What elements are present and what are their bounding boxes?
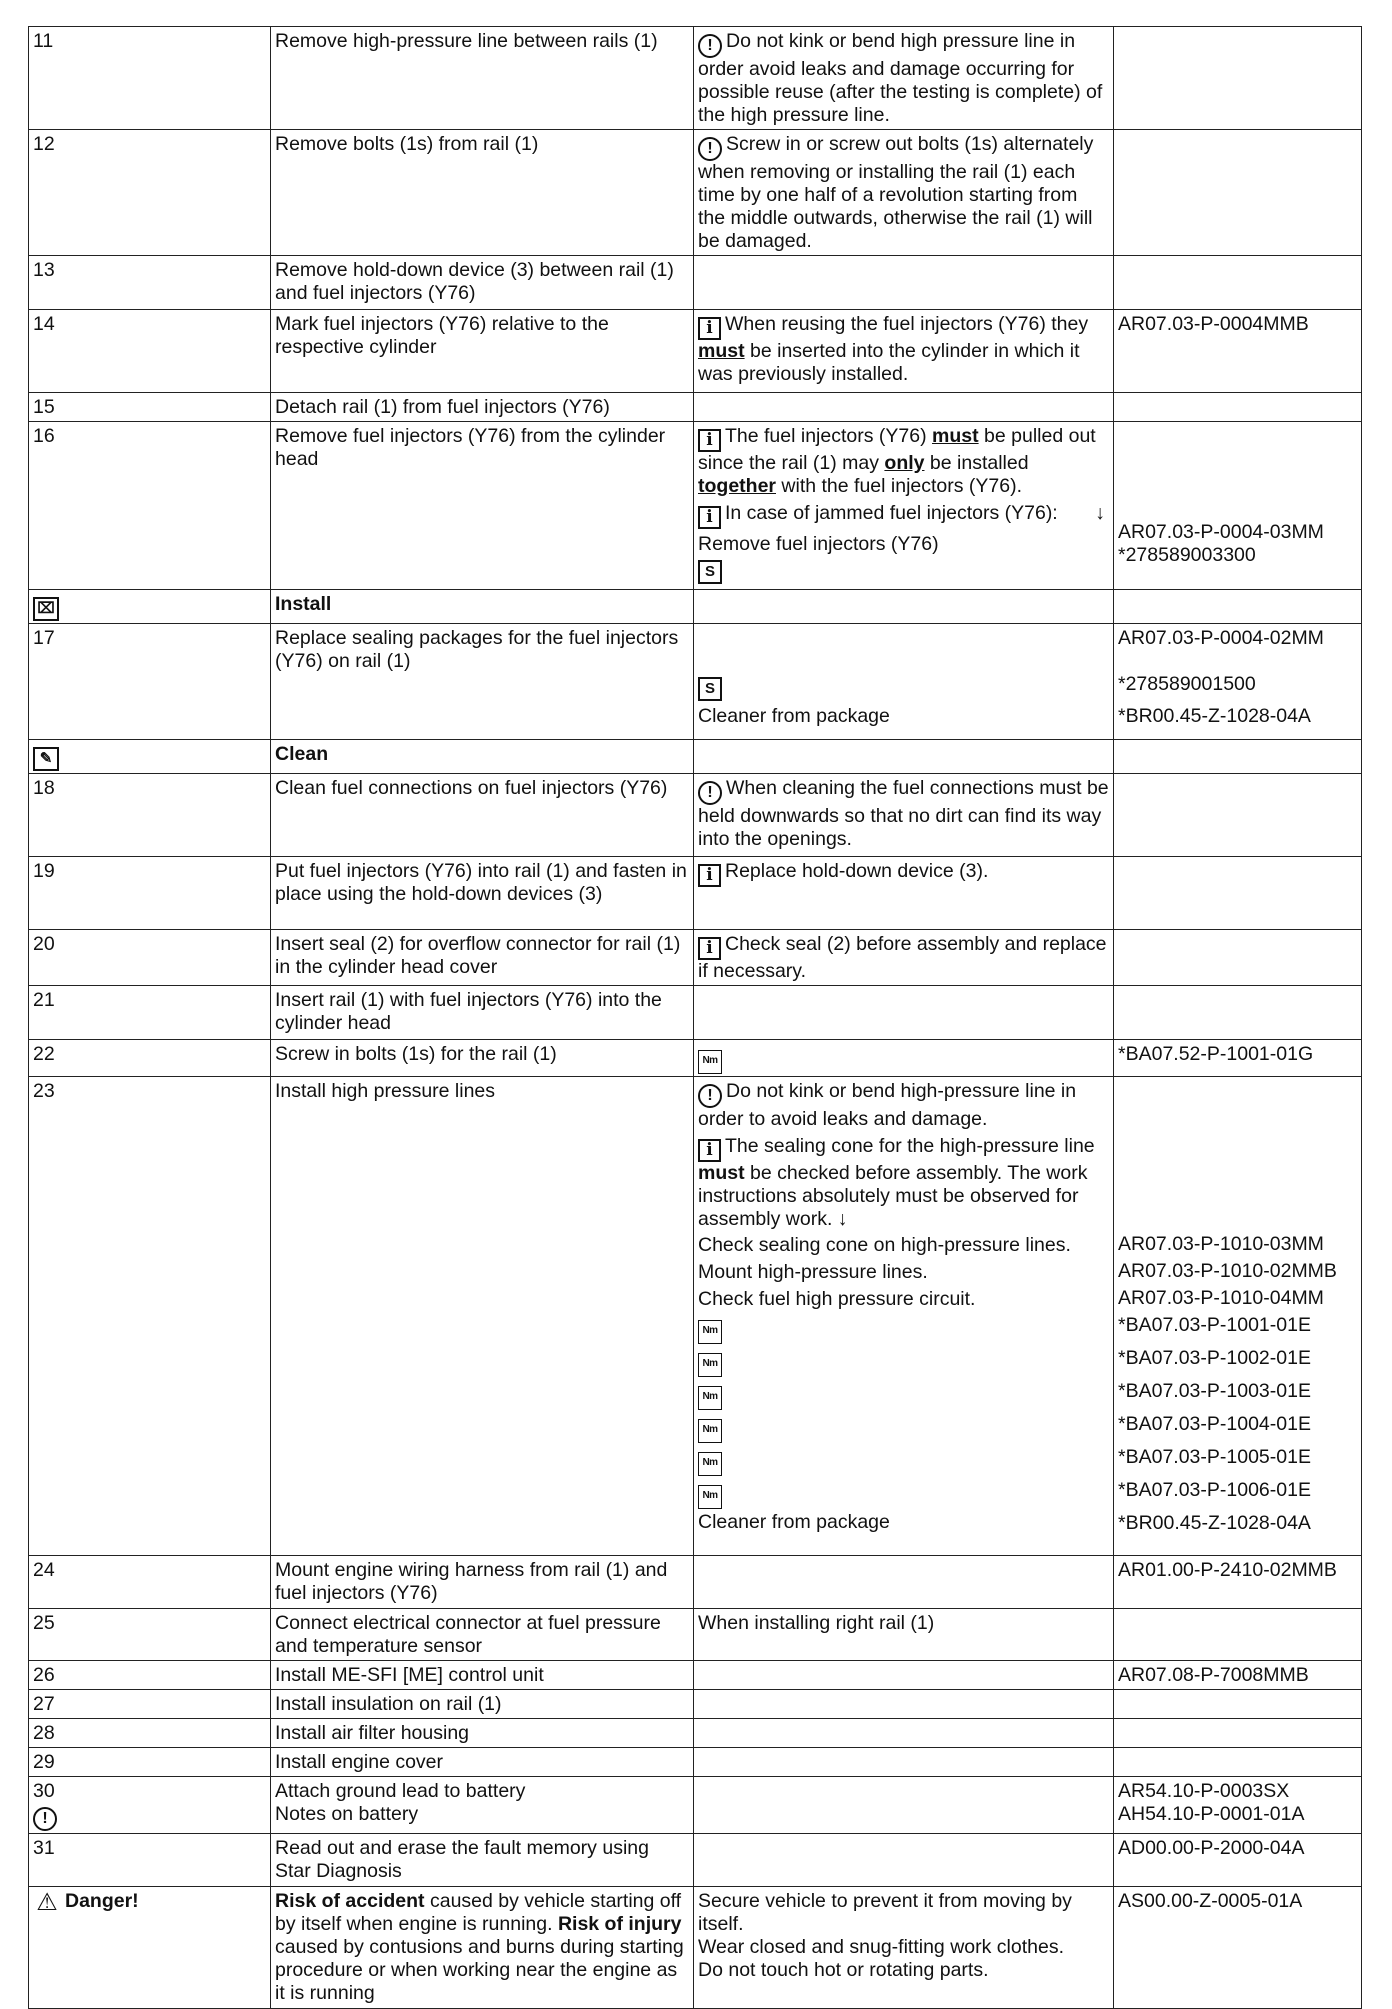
step-note: i When reusing the fuel injectors (Y76) they must be inserted into the cylinder in which it was previously installed. <box>694 310 1114 393</box>
step-action: Replace sealing packages for the fuel injectors (Y76) on rail (1) <box>271 624 694 740</box>
step-reference <box>1114 930 1362 986</box>
step-action: Insert rail (1) with fuel injectors (Y76) into the cylinder head <box>271 986 694 1040</box>
procedure-table <box>28 26 1362 2009</box>
step-reference <box>1114 422 1362 590</box>
danger-measures: Secure vehicle to prevent it from moving by itself. Wear closed and snug-fitting work clothes. Do not touch hot or rotating parts. <box>694 1887 1114 2009</box>
arrow-down-icon: ↓ <box>837 1208 848 1230</box>
step-reference <box>1114 774 1362 857</box>
note-icon: ! <box>698 34 722 58</box>
step-number: 20 <box>29 930 271 986</box>
table-row <box>29 1834 1362 1887</box>
step-number: 25 <box>29 1609 271 1661</box>
step-note <box>694 986 1114 1040</box>
step-action: Insert seal (2) for overflow connector for rail (1) in the cylinder head cover <box>271 930 694 986</box>
table-row <box>29 1040 1362 1077</box>
step-note: i The fuel injectors (Y76) must be pulled out since the rail (1) may only be installed together with the fuel injectors (Y76). i In case of jammed fuel injectors (Y76): ↓ Remove fuel injectors (Y76) S <box>694 422 1114 590</box>
step-number: 13 <box>29 256 271 310</box>
step-note: ! Screw in or screw out bolts (1s) alternately when removing or installing the rail (1) each time by one half of a revolution starting from the middle outwards, otherwise the rail (1) will be damaged. <box>694 130 1114 256</box>
info-icon: i <box>698 317 721 340</box>
step-action: Install high pressure lines <box>271 1077 694 1556</box>
section-icon-cell <box>29 590 271 624</box>
clean-section-icon: ✎ <box>33 747 59 771</box>
step-note: S Cleaner from package <box>694 624 1114 740</box>
tool-number: *278589003300 <box>1118 544 1256 566</box>
step-number: 14 <box>29 310 271 393</box>
step-note: i Replace hold-down device (3). <box>694 857 1114 930</box>
step-note <box>694 1834 1114 1887</box>
step-action: Remove high-pressure line between rails (1) <box>271 27 694 130</box>
step-action: Mark fuel injectors (Y76) relative to the respective cylinder <box>271 310 694 393</box>
step-action: Install insulation on rail (1) <box>271 1690 694 1719</box>
step-note: i Check seal (2) before assembly and replace if necessary. <box>694 930 1114 986</box>
note-icon: ! <box>33 1807 57 1831</box>
step-note <box>694 1661 1114 1690</box>
warning-triangle-icon: ⚠ <box>36 1889 58 1916</box>
torque-icon: Nm <box>698 1050 722 1074</box>
step-note <box>694 1748 1114 1777</box>
section-row <box>29 740 1362 774</box>
info-icon: i <box>698 429 721 452</box>
note-icon: ! <box>698 781 722 805</box>
step-action: Remove fuel injectors (Y76) from the cylinder head <box>271 422 694 590</box>
step-number: 24 <box>29 1556 271 1609</box>
step-number: 21 <box>29 986 271 1040</box>
note-icon: ! <box>698 1084 722 1108</box>
step-reference: AR54.10-P-0003SX AH54.10-P-0001-01A <box>1114 1777 1362 1834</box>
step-reference[interactable]: AR07.03-P-0004MMB <box>1114 310 1362 393</box>
step-number: 11 <box>29 27 271 130</box>
table-row <box>29 1077 1362 1556</box>
step-number: 29 <box>29 1748 271 1777</box>
danger-label-cell: ⚠ Danger! <box>29 1887 271 2009</box>
step-reference <box>1114 27 1362 130</box>
section-title: Install <box>271 590 694 624</box>
step-action: Install air filter housing <box>271 1719 694 1748</box>
step-action: Install engine cover <box>271 1748 694 1777</box>
section-icon-cell <box>29 740 271 774</box>
table-row <box>29 1556 1362 1609</box>
torque-icon: Nm <box>698 1353 722 1377</box>
info-icon: i <box>698 506 721 529</box>
info-icon: i <box>698 864 721 887</box>
step-action: Detach rail (1) from fuel injectors (Y76) <box>271 393 694 422</box>
table-row <box>29 624 1362 740</box>
step-reference <box>1114 1609 1362 1661</box>
section-title: Clean <box>271 740 694 774</box>
step-action: Put fuel injectors (Y76) into rail (1) and fasten in place using the hold-down devices (3) <box>271 857 694 930</box>
step-number: 26 <box>29 1661 271 1690</box>
step-number: 28 <box>29 1719 271 1748</box>
step-number: 18 <box>29 774 271 857</box>
special-tool-icon: S <box>698 560 722 584</box>
step-reference <box>1114 986 1362 1040</box>
note-icon: ! <box>698 137 722 161</box>
table-row <box>29 130 1362 256</box>
torque-icon: Nm <box>698 1452 722 1476</box>
step-action: Read out and erase the fault memory using Star Diagnosis <box>271 1834 694 1887</box>
step-reference[interactable]: AS00.00-Z-0005-01A <box>1114 1887 1362 2009</box>
section-row <box>29 590 1362 624</box>
special-tool-icon: S <box>698 677 722 701</box>
table-row <box>29 1719 1362 1748</box>
step-note <box>694 1556 1114 1609</box>
step-reference[interactable]: AD00.00-P-2000-04A <box>1114 1834 1362 1887</box>
step-number: 15 <box>29 393 271 422</box>
step-reference <box>1114 130 1362 256</box>
step-reference: AR07.03-P-1010-03MM AR07.03-P-1010-02MMB AR07.03-P-1010-04MM *BA07.03-P-1001-01E *BA07.03-P-1002-01E *BA07.03-P-1003-01E *BA07.03-P-1004-01E *BA07.03-P-1005-01E *BA07.03-P-1006-01E *BR00.45-Z-1028-04A <box>1114 1077 1362 1556</box>
table-row <box>29 422 1362 590</box>
step-number: 31 <box>29 1834 271 1887</box>
step-reference[interactable]: *BA07.52-P-1001-01G <box>1114 1040 1362 1077</box>
step-note <box>694 1040 1114 1077</box>
step-reference <box>1114 1719 1362 1748</box>
torque-icon: Nm <box>698 1419 722 1443</box>
step-note <box>694 1690 1114 1719</box>
step-number: 17 <box>29 624 271 740</box>
table-row <box>29 1609 1362 1661</box>
table-row <box>29 1690 1362 1719</box>
table-row <box>29 774 1362 857</box>
step-number: 12 <box>29 130 271 256</box>
step-number: 16 <box>29 422 271 590</box>
step-note <box>694 393 1114 422</box>
step-action: Screw in bolts (1s) for the rail (1) <box>271 1040 694 1077</box>
step-note: ! When cleaning the fuel connections must be held downwards so that no dirt can find its way into the openings. <box>694 774 1114 857</box>
step-reference <box>1114 1748 1362 1777</box>
table-row <box>29 930 1362 986</box>
table-row <box>29 1777 1362 1834</box>
step-action: Attach ground lead to battery Notes on battery <box>271 1777 694 1834</box>
table-row <box>29 1748 1362 1777</box>
table-row <box>29 393 1362 422</box>
table-row <box>29 256 1362 310</box>
info-icon: i <box>698 1139 721 1162</box>
step-reference <box>1114 1690 1362 1719</box>
procedure-sheet <box>28 26 1361 2009</box>
step-note: ! Do not kink or bend high-pressure line in order to avoid leaks and damage. i The sealing cone for the high-pressure line must be checked before assembly. The work instructions absolutely must be observed for assembly work. ↓ Check sealing cone on high-pressure lines. Mount high-pressure lines. Check fuel high pressure circuit. Nm Nm Nm Nm Nm Nm Cleaner from package <box>694 1077 1114 1556</box>
step-note: ! Do not kink or bend high pressure line in order avoid leaks and damage occurring for possible reuse (after the testing is complete) of the high pressure line. <box>694 27 1114 130</box>
step-action: Mount engine wiring harness from rail (1) and fuel injectors (Y76) <box>271 1556 694 1609</box>
torque-icon: Nm <box>698 1320 722 1344</box>
step-number: 22 <box>29 1040 271 1077</box>
table-row <box>29 1661 1362 1690</box>
step-note <box>694 256 1114 310</box>
step-action: Install ME-SFI [ME] control unit <box>271 1661 694 1690</box>
danger-row <box>29 1887 1362 2009</box>
arrow-down-icon: ↓ <box>1095 502 1105 524</box>
step-note: When installing right rail (1) <box>694 1609 1114 1661</box>
ref-link[interactable]: AR07.03-P-0004-03MM <box>1118 521 1324 543</box>
step-action: Clean fuel connections on fuel injectors (Y76) <box>271 774 694 857</box>
step-reference <box>1114 393 1362 422</box>
info-icon: i <box>698 937 721 960</box>
torque-icon: Nm <box>698 1386 722 1410</box>
step-reference <box>1114 256 1362 310</box>
step-reference[interactable]: AR07.08-P-7008MMB <box>1114 1661 1362 1690</box>
table-row <box>29 27 1362 130</box>
install-section-icon: ⌧ <box>33 597 59 621</box>
torque-icon: Nm <box>698 1485 722 1509</box>
step-note <box>694 1719 1114 1748</box>
step-number: 27 <box>29 1690 271 1719</box>
step-action: Remove hold-down device (3) between rail (1) and fuel injectors (Y76) <box>271 256 694 310</box>
step-number: 30 ! <box>29 1777 271 1834</box>
step-number: 23 <box>29 1077 271 1556</box>
step-action: Connect electrical connector at fuel pressure and temperature sensor <box>271 1609 694 1661</box>
danger-risk: Risk of accident caused by vehicle starting off by itself when engine is running. Risk of injury caused by contusions and burns during starting procedure or when working near the engine as it is running <box>271 1887 694 2009</box>
step-note <box>694 1777 1114 1834</box>
step-action: Remove bolts (1s) from rail (1) <box>271 130 694 256</box>
step-reference[interactable]: AR01.00-P-2410-02MMB <box>1114 1556 1362 1609</box>
table-row <box>29 857 1362 930</box>
step-reference <box>1114 857 1362 930</box>
table-row <box>29 986 1362 1040</box>
step-number: 19 <box>29 857 271 930</box>
table-row <box>29 310 1362 393</box>
step-reference: AR07.03-P-0004-02MM *278589001500 *BR00.45-Z-1028-04A <box>1114 624 1362 740</box>
